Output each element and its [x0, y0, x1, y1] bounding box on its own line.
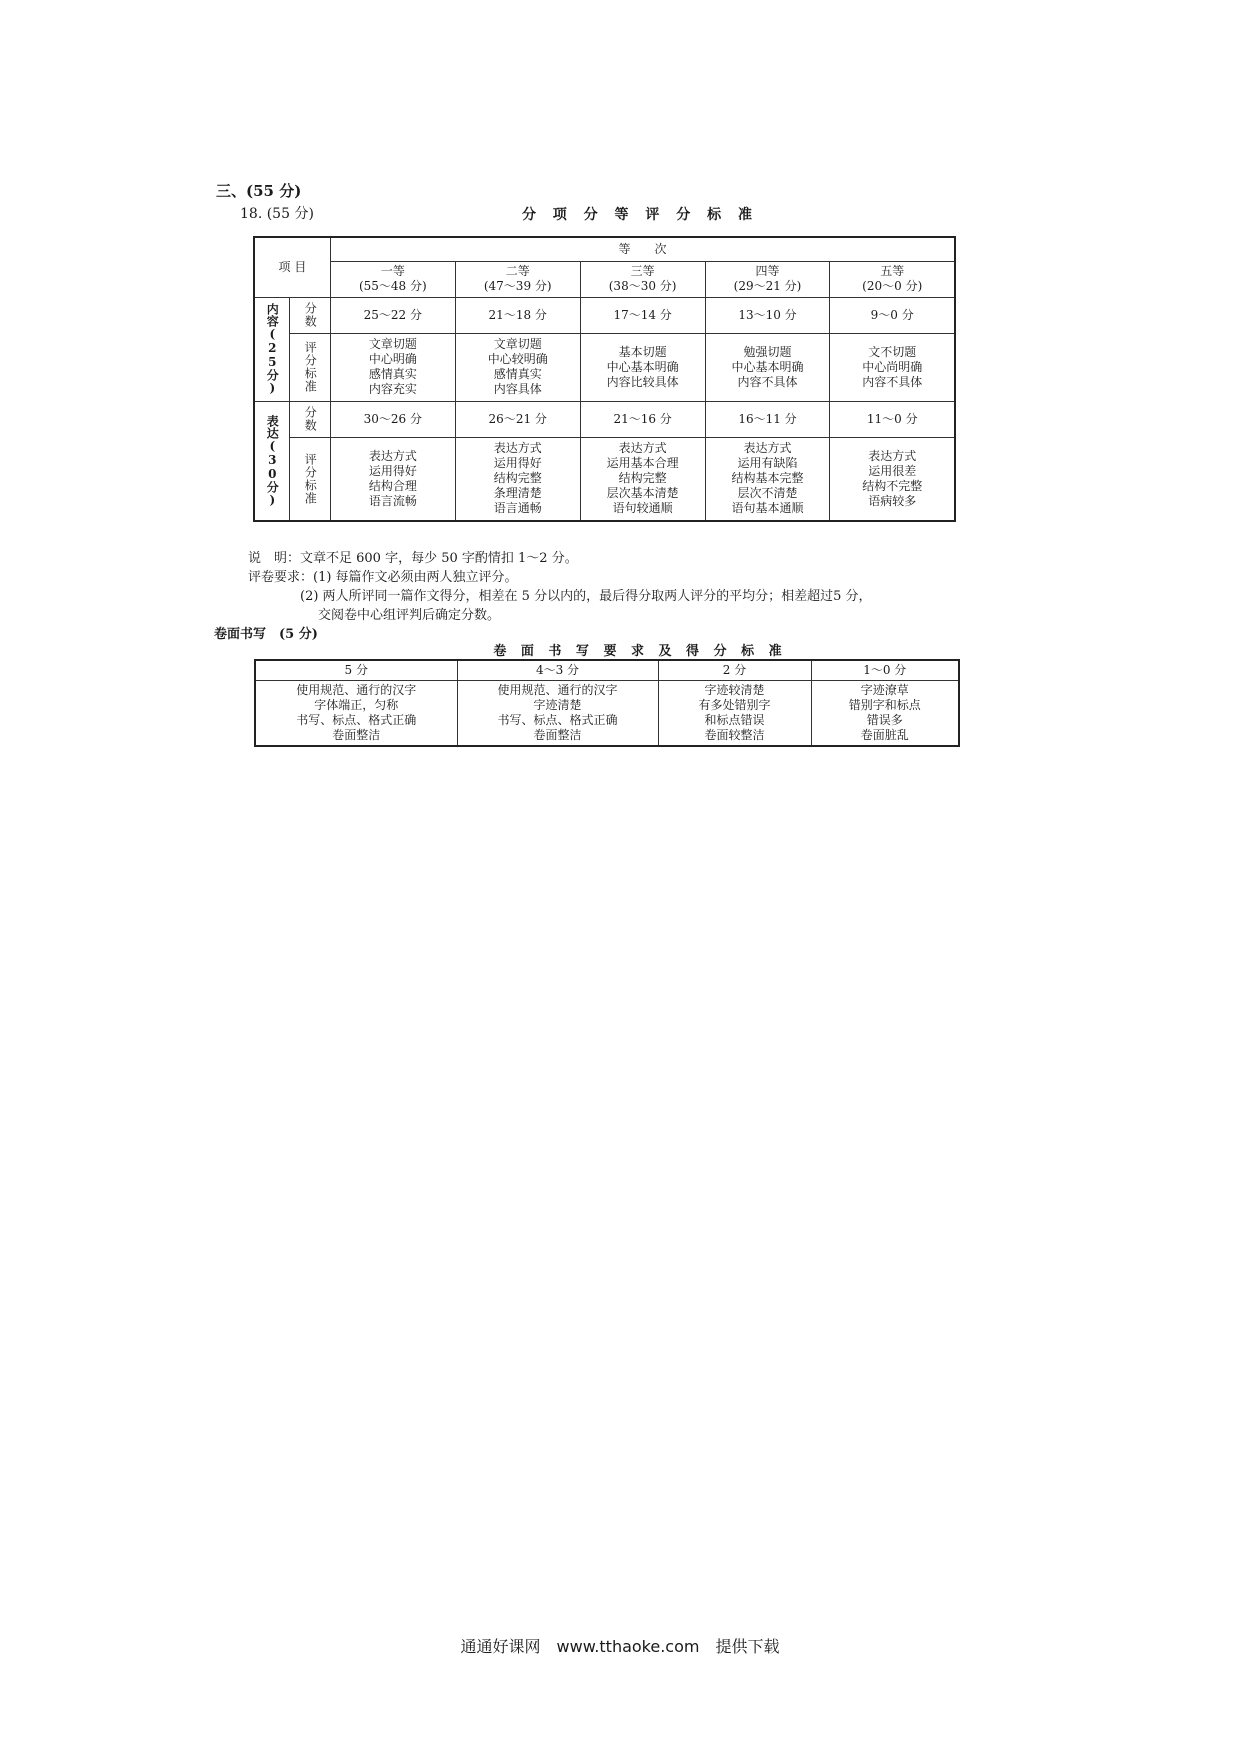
levels-row [254, 261, 955, 297]
criteria-cell: 表达方式 运用基本合理 结构完整 层次基本清楚 语句较通顺 [580, 437, 705, 521]
section-title: 三、(55 分) [216, 182, 302, 200]
criteria-cell: 基本切题 中心基本明确 内容比较具体 [580, 333, 705, 401]
score-cell: 21～18 分 [455, 297, 580, 333]
note-line: 说 明：文章不足 600 字，每少 50 字酌情扣 1～2 分。 [248, 551, 578, 566]
criteria-cell: 文章切题 中心明确 感情真实 内容充实 [330, 333, 455, 401]
criteria-label: 评分标准 [289, 333, 330, 401]
column-header: 5 分 [255, 660, 457, 680]
note-line: 交阅卷中心组评判后确定分数。 [318, 608, 501, 623]
criteria-cell: 表达方式 运用有缺陷 结构基本完整 层次不清楚 语句基本通顺 [705, 437, 830, 521]
score-label: 分数 [289, 297, 330, 333]
criteria-cell: 字迹潦草 错别字和标点 错误多 卷面脏乱 [811, 680, 959, 746]
handwriting-header-row [255, 660, 959, 680]
level-cell: 五等 (20～0 分) [830, 261, 955, 297]
score-cell: 13～10 分 [705, 297, 830, 333]
content-score-row [254, 297, 955, 333]
criteria-cell: 勉强切题 中心基本明确 内容不具体 [705, 333, 830, 401]
criteria-cell: 文章切题 中心较明确 感情真实 内容具体 [455, 333, 580, 401]
level-cell: 一等 (55～48 分) [330, 261, 455, 297]
column-header: 1～0 分 [811, 660, 959, 680]
level-cell: 三等 (38～30 分) [580, 261, 705, 297]
question-label: 18. (55 分) [240, 206, 314, 222]
column-header: 2 分 [658, 660, 811, 680]
score-cell: 26～21 分 [455, 401, 580, 437]
handwriting-title: 卷面书写 (5 分) [214, 627, 318, 642]
expression-score-row [254, 401, 955, 437]
criteria-cell: 表达方式 运用得好 结构合理 语言流畅 [330, 437, 455, 521]
score-cell: 21～16 分 [580, 401, 705, 437]
score-cell: 16～11 分 [705, 401, 830, 437]
score-cell: 11～0 分 [830, 401, 955, 437]
column-header: 4～3 分 [457, 660, 658, 680]
expression-group-label: 表达(30分) [254, 401, 289, 521]
criteria-cell: 表达方式 运用很差 结构不完整 语病较多 [830, 437, 955, 521]
criteria-cell: 使用规范、通行的汉字 字体端正，匀称 书写、标点、格式正确 卷面整洁 [255, 680, 457, 746]
score-cell: 17～14 分 [580, 297, 705, 333]
handwriting-table-title: 卷 面 书 写 要 求 及 得 分 标 准 [493, 644, 787, 659]
score-cell: 9～0 分 [830, 297, 955, 333]
scoring-table [253, 236, 956, 522]
note-line: (2) 两人所评同一篇作文得分，相差在 5 分以内的，最后得分取两人评分的平均分；相差超过5 分， [300, 589, 872, 604]
header-grade: 等 次 [330, 237, 955, 261]
criteria-cell: 文不切题 中心尚明确 内容不具体 [830, 333, 955, 401]
score-cell: 30～26 分 [330, 401, 455, 437]
level-cell: 二等 (47～39 分) [455, 261, 580, 297]
level-cell: 四等 (29～21 分) [705, 261, 830, 297]
criteria-cell: 字迹较清楚 有多处错别字 和标点错误 卷面较整洁 [658, 680, 811, 746]
scoring-table-title: 分 项 分 等 评 分 标 准 [521, 207, 759, 223]
criteria-label: 评分标准 [289, 437, 330, 521]
footer-download-text: 通通好课网 www.tthaoke.com 提供下载 [460, 1637, 780, 1656]
content-group-label: 内容(25分) [254, 297, 289, 401]
score-label: 分数 [289, 401, 330, 437]
expression-criteria-row [254, 437, 955, 521]
handwriting-table [254, 659, 960, 747]
header-item: 项 目 [254, 237, 330, 297]
handwriting-criteria-row [255, 680, 959, 746]
content-criteria-row [254, 333, 955, 401]
note-line: 评卷要求：(1) 每篇作文必须由两人独立评分。 [248, 570, 518, 585]
score-cell: 25～22 分 [330, 297, 455, 333]
criteria-cell: 表达方式 运用得好 结构完整 条理清楚 语言通畅 [455, 437, 580, 521]
criteria-cell: 使用规范、通行的汉字 字迹清楚 书写、标点、格式正确 卷面整洁 [457, 680, 658, 746]
